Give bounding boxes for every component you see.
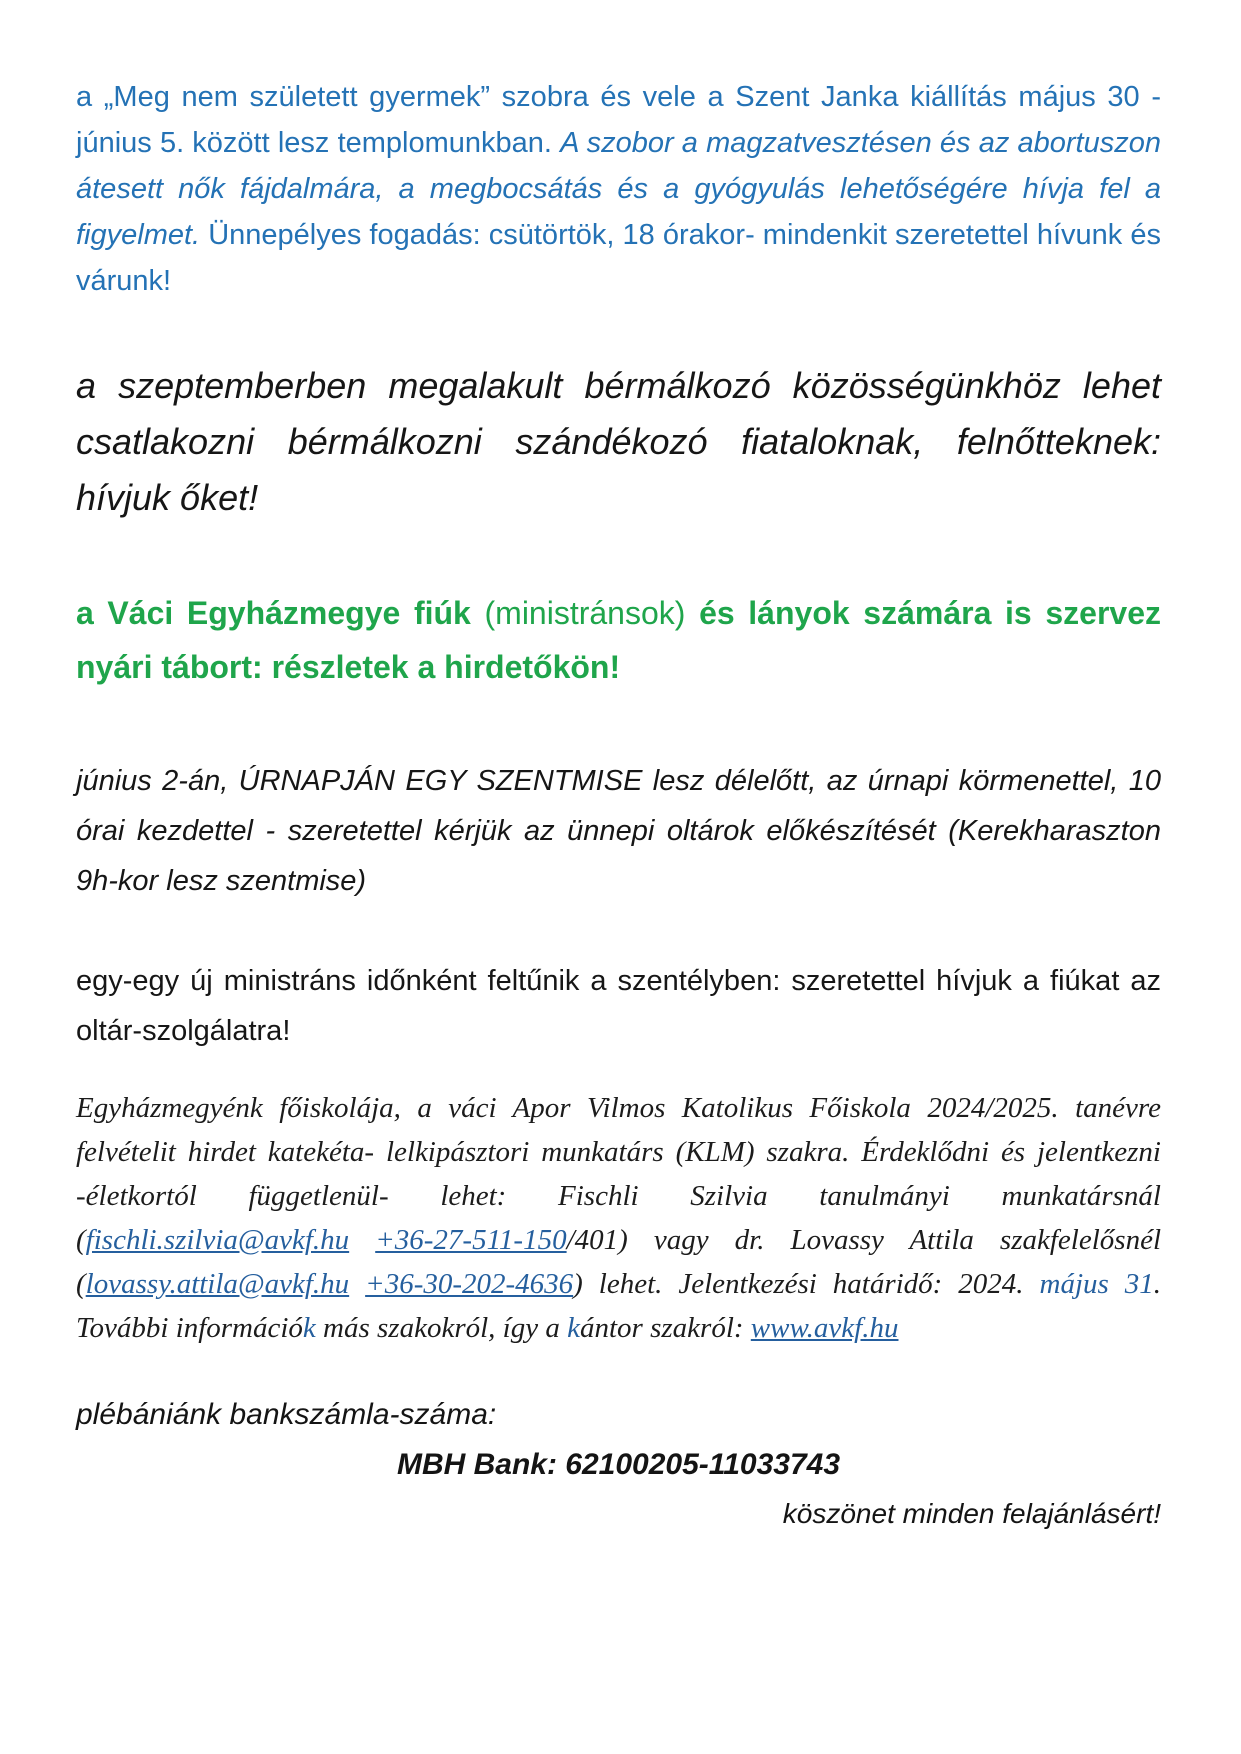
exhibition-description: A szobor a magzatvesztésen és az abortuszon átesett nők fájdalmára, a megbocsátás és a gyógyulás lehetőségére hívja fel a figyelmet. [76, 127, 1161, 251]
confirmation-text: a szeptemberben megalakult bérmálkozó közösségünkhöz lehet csatlakozni bérmálkozni szándékozó fiataloknak, felnőtteknek: hívjuk őket! [76, 365, 1161, 518]
bank-details [76, 1390, 1161, 1538]
bank-account-number: MBH Bank: 62100205-11033743 [396, 1448, 841, 1481]
camp-text-bold-2: és lányok számára is szervez nyári tábort: részletek a hirdetőkön! [76, 595, 1162, 685]
phone-link-fischli[interactable]: +36-27-511-150 [375, 1224, 567, 1256]
altar-servers-text: egy-egy új ministráns időnként feltűnik a szentélyben: szeretettel hívjuk a fiúkat az oltár-szolgálatra! [76, 965, 1161, 1047]
summer-camp-announcement [76, 586, 1161, 694]
confirmation-announcement [76, 358, 1161, 526]
bank-account-label: plébániánk bankszámla-száma: [76, 1398, 497, 1431]
college-text-4: . További információ [76, 1268, 1162, 1344]
corpus-christi-announcement [76, 756, 1161, 906]
college-deadline: május 31 [1039, 1268, 1154, 1300]
corpus-christi-text: június 2-án, ÚRNAPJÁN EGY SZENTMISE lesz délelőtt, az úrnapi körmenettel, 10 órai kezdettel - szeretettel kérjük az ünnepi oltárok előkészítését (Kerekharaszton 9h-kor lesz szentmise) [76, 765, 1161, 897]
college-text-2: /401) vagy dr. Lovassy Attila szakfelelősnél ( [76, 1224, 1162, 1300]
college-text-1: Egyházmegyénk főiskolája, a váci Apor Vilmos Katolikus Főiskola 2024/2025. tanévre felvételit hirdet katekéta- lelkipásztori munkatárs (KLM) szakra. Érdeklődni és jelentkezni -életkortól függetlenül- lehet: Fischli Szilvia tanulmányi munkatársnál ( [76, 1092, 1161, 1256]
college-admission-announcement [76, 1086, 1161, 1350]
college-text-6: ántor szakról: [580, 1312, 744, 1344]
camp-text-bold-1: a Váci Egyházmegye fiúk [76, 595, 471, 631]
phone-link-lovassy[interactable]: +36-30-202-4636 [365, 1268, 574, 1300]
college-letter-k-2: k [567, 1312, 580, 1344]
website-link[interactable]: www.avkf.hu [750, 1312, 899, 1344]
college-letter-k-1: k [302, 1312, 316, 1344]
exhibition-announcement [76, 74, 1161, 304]
college-text-3: ) lehet. Jelentkezési határidő: 2024. [573, 1268, 1024, 1300]
exhibition-intro: a „Meg nem született gyermek” szobra és vele a Szent Janka kiállítás május 30 - június 5. között lesz templomunkban. [76, 81, 1161, 159]
college-text-5: más szakokról, így a [323, 1312, 560, 1344]
altar-servers-announcement [76, 956, 1161, 1056]
email-link-fischli[interactable]: fischli.szilvia@avkf.hu [85, 1224, 350, 1256]
exhibition-reception: Ünnepélyes fogadás: csütörtök, 18 órakor- mindenkit szeretettel hívunk és várunk! [76, 219, 1161, 297]
thanks-note: köszönet minden felajánlásért! [782, 1498, 1161, 1529]
email-link-lovassy[interactable]: lovassy.attila@avkf.hu [85, 1268, 350, 1300]
camp-text-normal: (ministránsok) [484, 595, 686, 631]
